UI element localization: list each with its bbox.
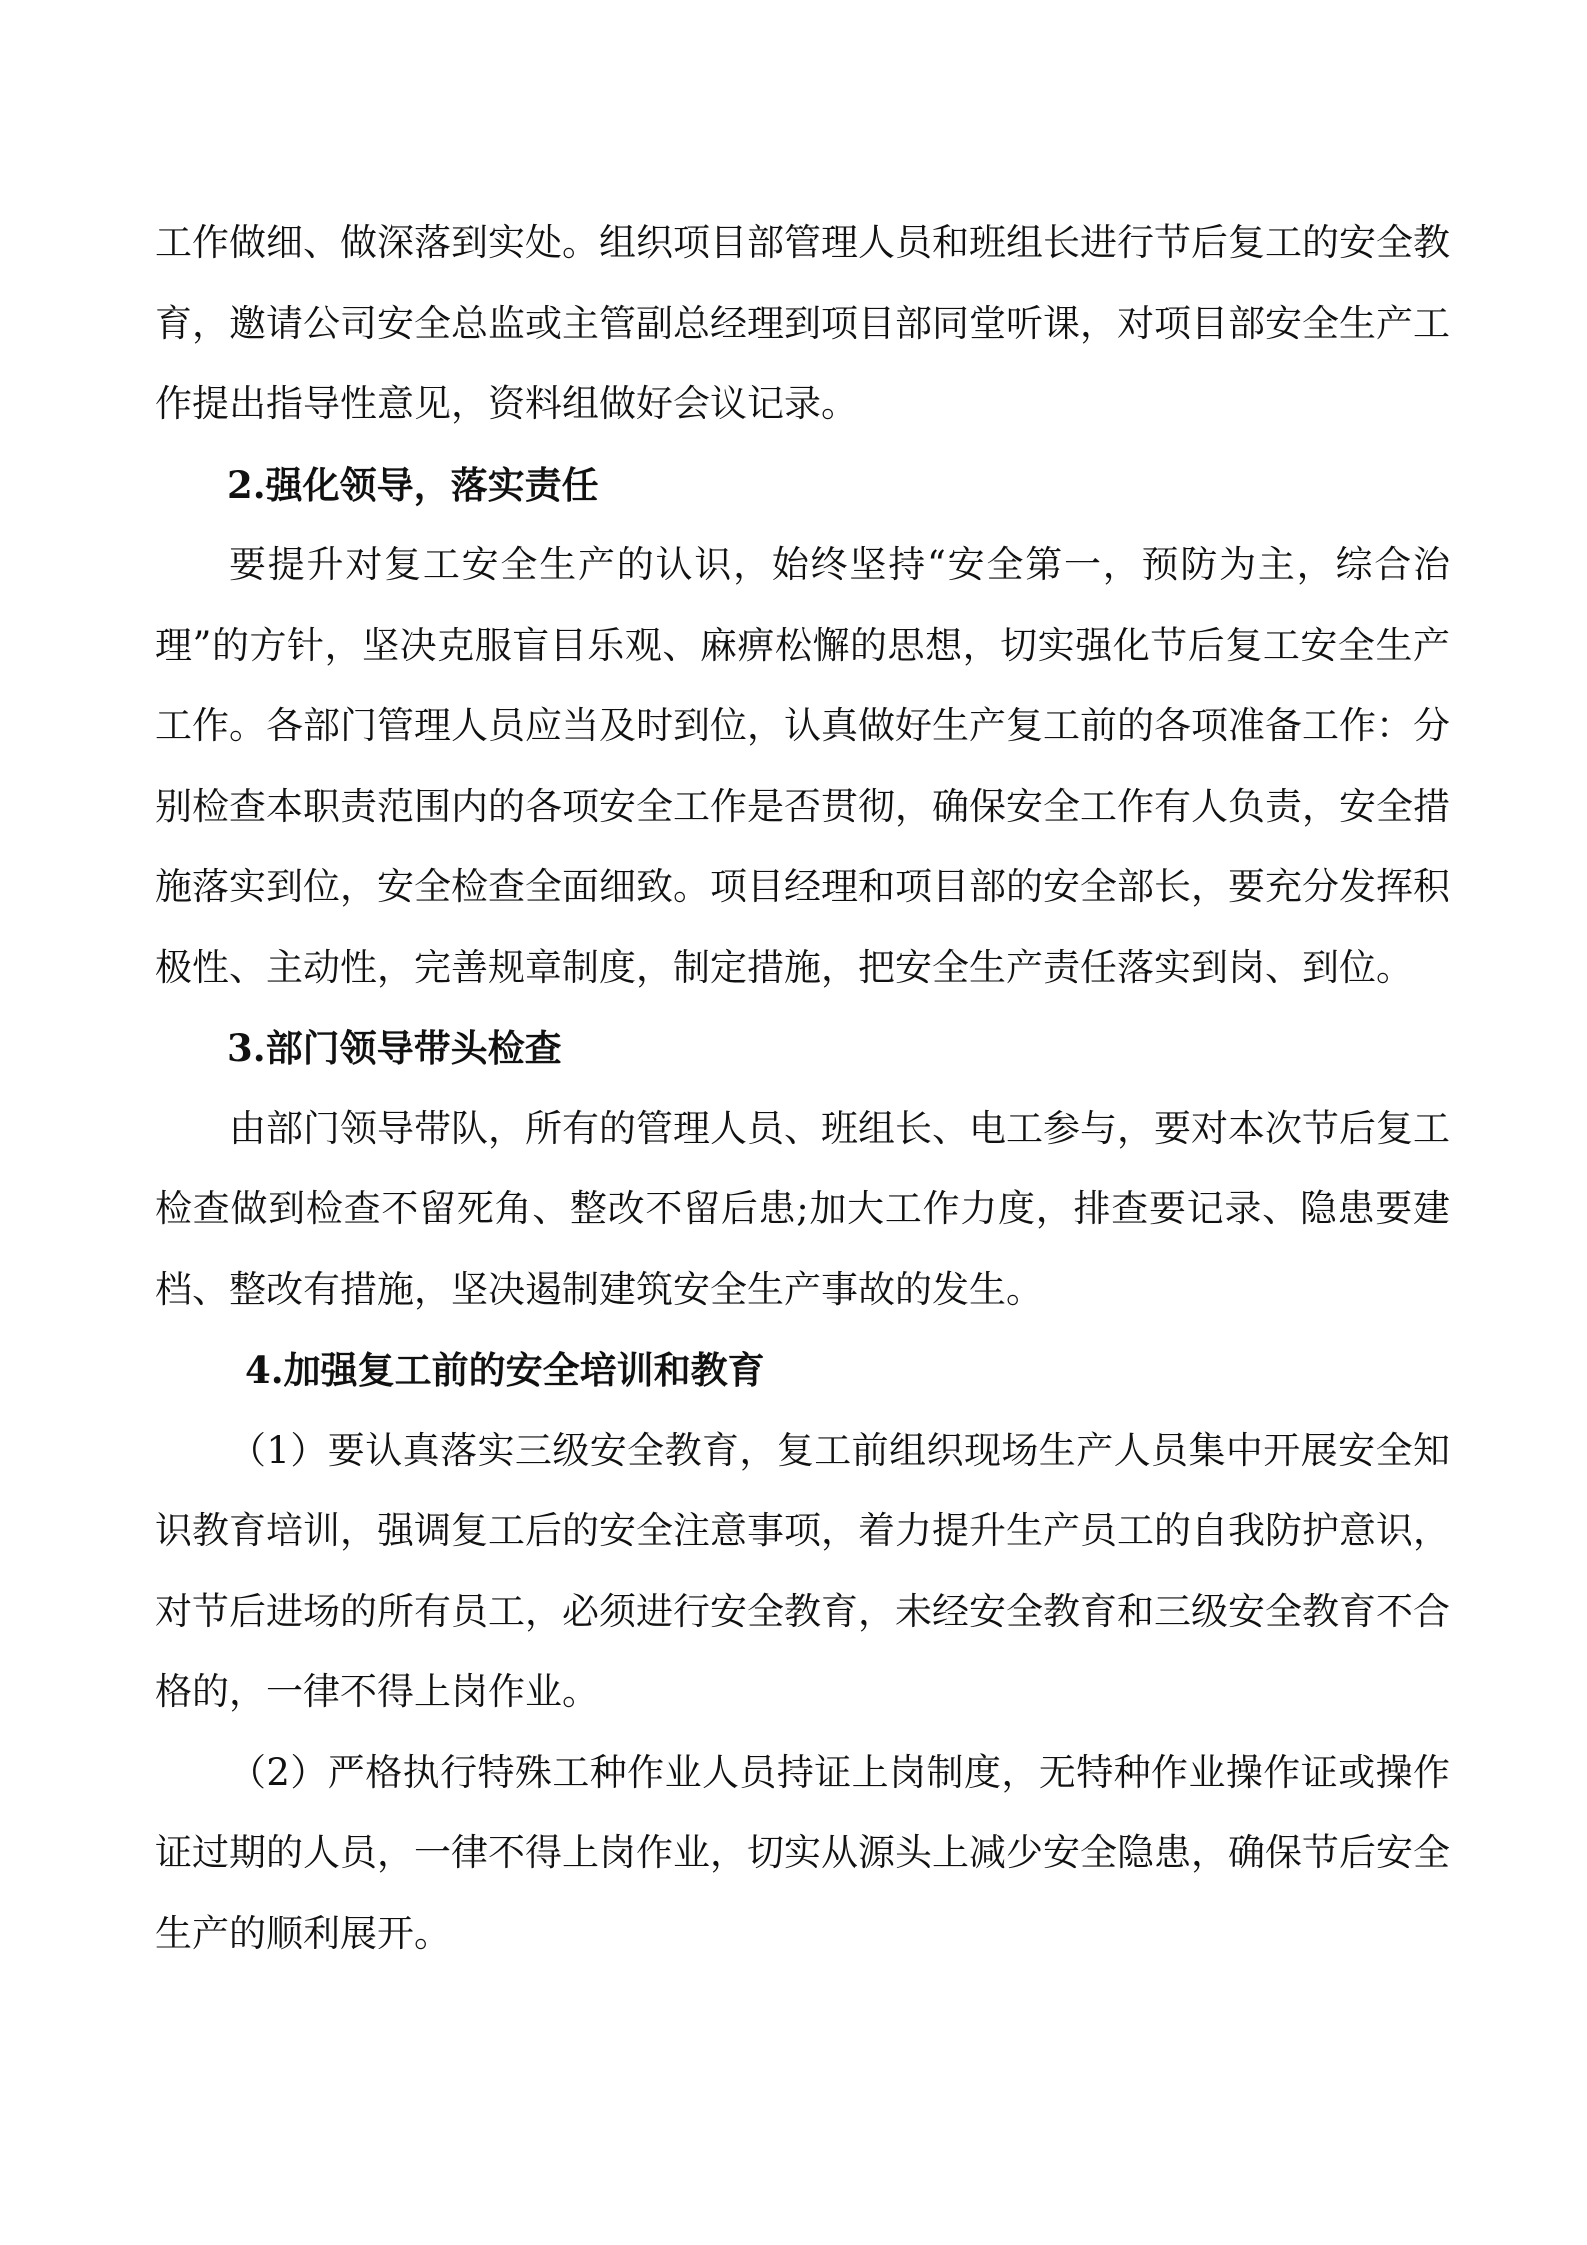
paragraph-leadership: 要提升对复工安全生产的认识，始终坚持“安全第一，预防为主，综合治理”的方针，坚决克服盲目乐观、麻痹松懈的思想，切实强化节后复工安全生产工作。各部门管理人员应当及时到位，认真做好生产复工前的各项准备工作：分别检查本职责范围内的各项安全工作是否贯彻，确保安全工作有人负责，安全措施落实到位，安全检查全面细致。项目经理和项目部的安全部长，要充分发挥积极性、主动性，完善规章制度，制定措施，把安全生产责任落实到岗、到位。 <box>155 543 1450 989</box>
section-heading-3: 3.部门领导带头检查 <box>227 1026 562 1070</box>
paragraph-inspection: 由部门领导带队，所有的管理人员、班组长、电工参与，要对本次节后复工检查做到检查不留死角、整改不留后患;加大工作力度，排查要记录、隐患要建档、整改有措施，坚决遏制建筑安全生产事故的发生。 <box>155 1106 1450 1311</box>
paragraph-training-1: （1）要认真落实三级安全教育，复工前组织现场生产人员集中开展安全知识教育培训，强调复工后的安全注意事项，着力提升生产员工的自我防护意识，对节后进场的所有员工，必须进行安全教育，未经安全教育和三级安全教育不合格的，一律不得上岗作业。 <box>155 1428 1450 1713</box>
section-heading-4: 4.加强复工前的安全培训和教育 <box>245 1348 765 1392</box>
section-heading-2: 2.强化领导，落实责任 <box>227 462 599 507</box>
document-body <box>155 203 1450 1974</box>
paragraph-training-2: （2）严格执行特殊工种作业人员持证上岗制度，无特种作业操作证或操作证过期的人员，一律不得上岗作业，切实从源头上减少安全隐患，确保节后安全生产的顺利展开。 <box>155 1750 1450 1955</box>
paragraph-continuation: 工作做细、做深落到实处。组织项目部管理人员和班组长进行节后复工的安全教育，邀请公司安全总监或主管副总经理到项目部同堂听课，对项目部安全生产工作提出指导性意见，资料组做好会议记录。 <box>155 221 1450 425</box>
